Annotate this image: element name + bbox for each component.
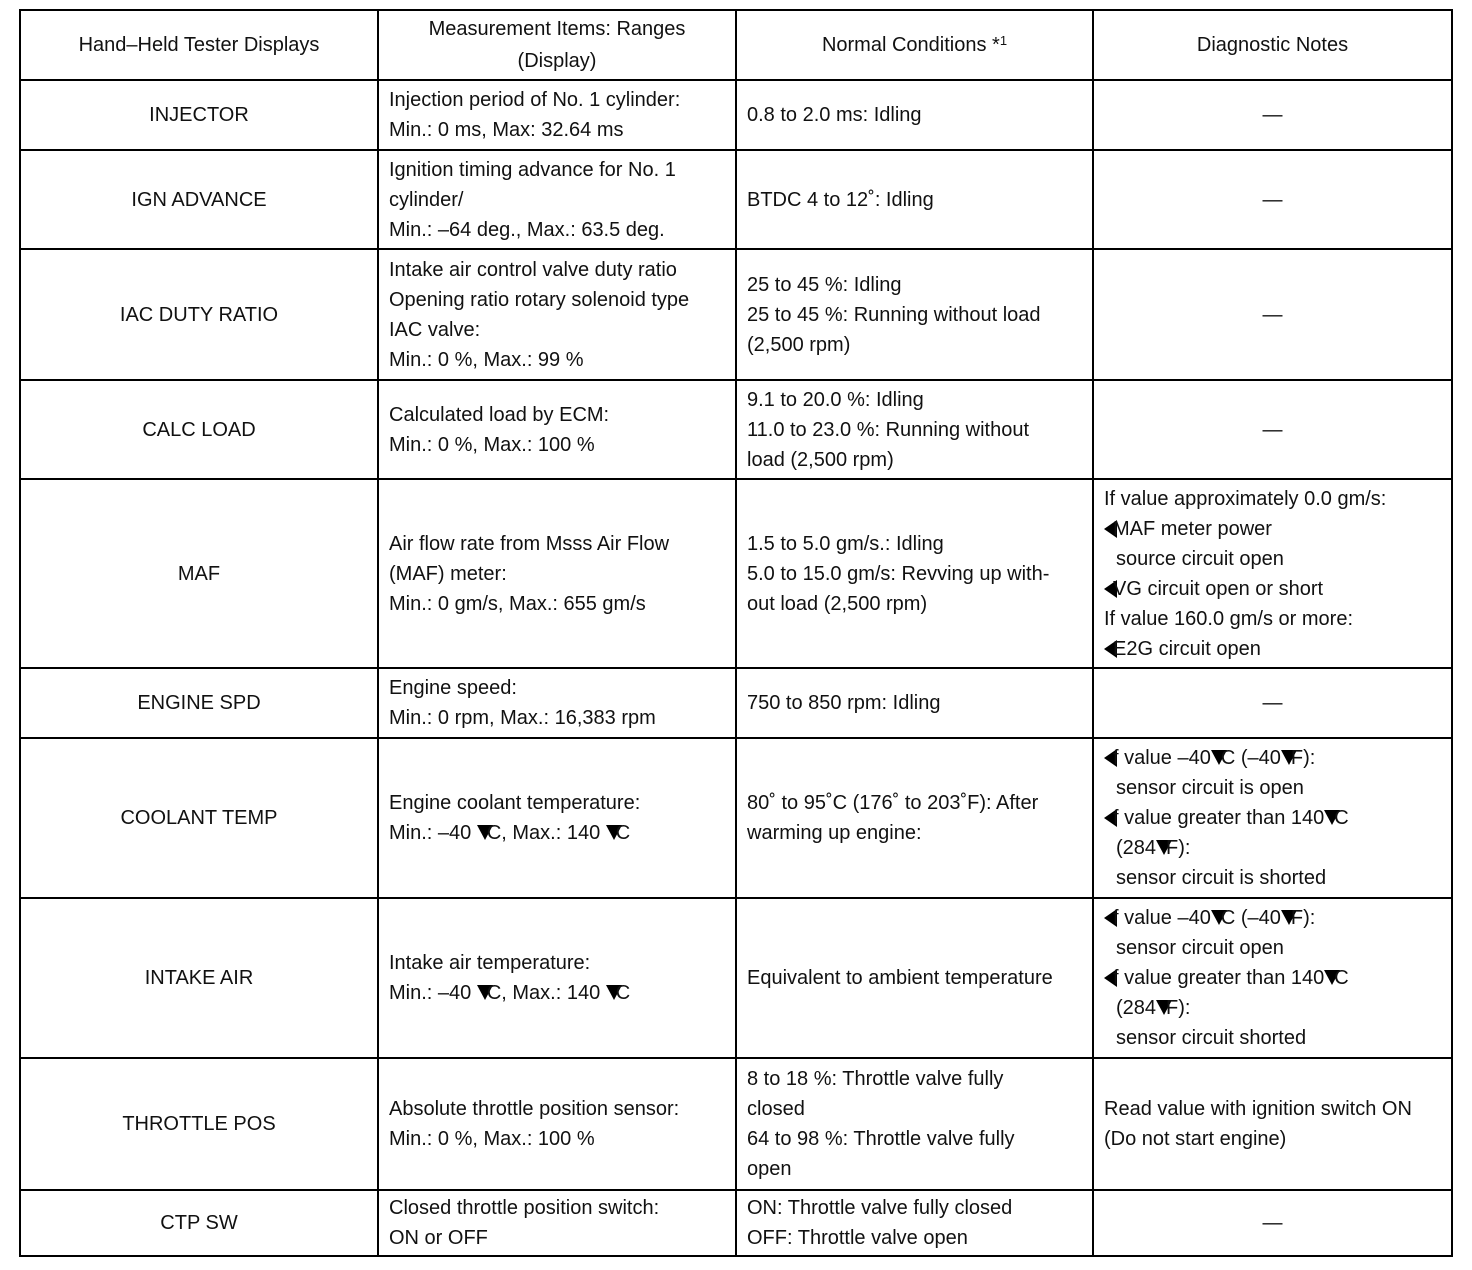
tester-display-cell: THROTTLE POS bbox=[20, 1058, 378, 1190]
normal-condition-line: 80˚ to 95˚C (176˚ to 203˚F): After bbox=[747, 792, 1039, 814]
measurement-text: Min.: –40 bbox=[389, 982, 477, 1004]
diagnostic-note-cell bbox=[1093, 1058, 1452, 1190]
normal-condition-line: closed bbox=[747, 1098, 805, 1120]
diagnostic-note-cell: — bbox=[1093, 80, 1452, 150]
measurement-line: Injection period of No. 1 cylinder: bbox=[389, 89, 681, 111]
measurement-line: Engine speed: bbox=[389, 677, 517, 699]
measurement-line: ON or OFF bbox=[389, 1227, 488, 1249]
header-measurement-items bbox=[378, 10, 736, 80]
normal-condition-line: ON: Throttle valve fully closed bbox=[747, 1197, 1013, 1219]
normal-condition-line: Equivalent to ambient temperature bbox=[747, 967, 1053, 989]
footnote-marker: 1 bbox=[999, 33, 1008, 48]
table-row bbox=[20, 80, 1452, 150]
normal-condition-line: load (2,500 rpm) bbox=[747, 448, 894, 471]
normal-condition-line: 5.0 to 15.0 gm/s: Revving up with- bbox=[747, 562, 1050, 585]
measurement-line: Min.: 0 gm/s, Max.: 655 gm/s bbox=[389, 592, 646, 615]
measurement-text: Min.: –40 bbox=[389, 822, 477, 844]
normal-condition-cell bbox=[736, 1058, 1093, 1190]
normal-condition-line: 25 to 45 %: Running without load bbox=[747, 303, 1041, 326]
table-row bbox=[20, 479, 1452, 668]
measurement-line: Min.: 0 %, Max.: 99 % bbox=[389, 348, 584, 371]
note-text: MAF meter power bbox=[1113, 517, 1272, 540]
note-line: sensor circuit is shorted bbox=[1116, 867, 1327, 889]
measurement-cell bbox=[378, 1190, 736, 1256]
note-text: f value greater than 140 bbox=[1113, 807, 1325, 829]
note-line bbox=[1104, 833, 1441, 863]
normal-condition-cell bbox=[736, 80, 1093, 150]
normal-condition-cell bbox=[736, 479, 1093, 668]
tester-display-cell: MAF bbox=[20, 479, 378, 668]
tester-display-cell: INJECTOR bbox=[20, 80, 378, 150]
measurement-line: Min.: 0 %, Max.: 100 % bbox=[389, 1128, 595, 1150]
measurement-cell bbox=[378, 1058, 736, 1190]
normal-condition-line: OFF: Throttle valve open bbox=[747, 1227, 968, 1249]
header-tester-displays: Hand–Held Tester Displays bbox=[20, 10, 378, 80]
normal-condition-cell bbox=[736, 898, 1093, 1058]
note-text: C (–40 bbox=[1220, 907, 1281, 929]
note-line bbox=[1104, 634, 1441, 664]
measurement-line: Air flow rate from Msss Air Flow bbox=[389, 532, 670, 555]
measurement-line: Closed throttle position switch: bbox=[389, 1197, 660, 1219]
note-text: VG circuit open or short bbox=[1113, 577, 1324, 600]
measurement-cell bbox=[378, 150, 736, 249]
table-row bbox=[20, 249, 1452, 380]
normal-condition-cell bbox=[736, 668, 1093, 738]
measurement-cell bbox=[378, 249, 736, 380]
table-row bbox=[20, 380, 1452, 479]
note-text: F): bbox=[1166, 837, 1191, 859]
normal-condition-cell bbox=[736, 1190, 1093, 1256]
normal-condition-cell bbox=[736, 150, 1093, 249]
normal-condition-line: warming up engine: bbox=[747, 822, 922, 844]
table-row bbox=[20, 150, 1452, 249]
tester-display-cell: IAC DUTY RATIO bbox=[20, 249, 378, 380]
diagnostic-note-cell: — bbox=[1093, 380, 1452, 479]
table-row bbox=[20, 1058, 1452, 1190]
header-measurement-line1: Measurement Items: Ranges bbox=[428, 18, 686, 40]
note-line: sensor circuit is open bbox=[1116, 777, 1304, 799]
table-row bbox=[20, 1190, 1452, 1256]
normal-condition-line: (2,500 rpm) bbox=[747, 333, 851, 356]
note-text: F): bbox=[1290, 747, 1316, 769]
tester-display-cell: IGN ADVANCE bbox=[20, 150, 378, 249]
table-row bbox=[20, 668, 1452, 738]
measurement-line: cylinder/ bbox=[389, 188, 464, 211]
normal-condition-cell bbox=[736, 249, 1093, 380]
diagnostic-note-cell bbox=[1093, 738, 1452, 898]
note-text: (284 bbox=[1116, 997, 1157, 1019]
measurement-line bbox=[389, 818, 725, 848]
note-text: E2G circuit open bbox=[1113, 637, 1261, 660]
tester-display-cell: INTAKE AIR bbox=[20, 898, 378, 1058]
normal-condition-line: open bbox=[747, 1158, 792, 1180]
note-line: If value approximately 0.0 gm/s: bbox=[1104, 487, 1387, 510]
header-measurement-line2: (Display) bbox=[517, 50, 597, 72]
measurement-line: Engine coolant temperature: bbox=[389, 792, 641, 814]
note-line: Read value with ignition switch ON bbox=[1104, 1098, 1412, 1120]
measurement-line: Ignition timing advance for No. 1 bbox=[389, 158, 676, 181]
tester-display-cell: ENGINE SPD bbox=[20, 668, 378, 738]
header-normal-conditions bbox=[736, 10, 1093, 80]
normal-condition-cell bbox=[736, 380, 1093, 479]
note-text: F): bbox=[1166, 997, 1191, 1019]
measurement-line: (MAF) meter: bbox=[389, 562, 507, 585]
diagnostic-data-table bbox=[19, 9, 1453, 1257]
normal-condition-line: 64 to 98 %: Throttle valve fully bbox=[747, 1128, 1015, 1150]
normal-condition-line: 0.8 to 2.0 ms: Idling bbox=[747, 104, 922, 126]
normal-condition-line: 750 to 850 rpm: Idling bbox=[747, 692, 941, 714]
normal-condition-line: 9.1 to 20.0 %: Idling bbox=[747, 388, 924, 411]
measurement-line bbox=[389, 978, 725, 1008]
measurement-line: Min.: –64 deg., Max.: 63.5 deg. bbox=[389, 218, 665, 241]
note-line bbox=[1104, 963, 1441, 993]
table-row bbox=[20, 738, 1452, 898]
note-text: C bbox=[1334, 967, 1349, 989]
measurement-line: Absolute throttle position sensor: bbox=[389, 1098, 680, 1120]
normal-condition-line: 8 to 18 %: Throttle valve fully bbox=[747, 1068, 1004, 1090]
note-text: f value greater than 140 bbox=[1113, 967, 1325, 989]
tester-display-cell: CALC LOAD bbox=[20, 380, 378, 479]
measurement-cell bbox=[378, 380, 736, 479]
diagnostic-note-cell: — bbox=[1093, 1190, 1452, 1256]
normal-condition-line: 25 to 45 %: Idling bbox=[747, 273, 902, 296]
measurement-cell bbox=[378, 80, 736, 150]
normal-condition-line: out load (2,500 rpm) bbox=[747, 592, 928, 615]
measurement-line: Min.: 0 rpm, Max.: 16,383 rpm bbox=[389, 707, 656, 729]
table-row bbox=[20, 898, 1452, 1058]
diagnostic-note-cell: — bbox=[1093, 249, 1452, 380]
note-text: C (–40 bbox=[1220, 747, 1281, 769]
normal-condition-line: 11.0 to 23.0 %: Running without bbox=[747, 418, 1030, 441]
header-normal-conditions-label: Normal Conditions * bbox=[821, 34, 1000, 56]
note-line bbox=[1104, 993, 1441, 1023]
note-line: source circuit open bbox=[1116, 547, 1284, 570]
measurement-text: C, Max.: 140 bbox=[486, 822, 606, 844]
measurement-cell bbox=[378, 479, 736, 668]
note-line bbox=[1104, 574, 1441, 604]
note-text: C bbox=[1334, 807, 1349, 829]
note-text: (284 bbox=[1116, 837, 1157, 859]
header-diagnostic-notes: Diagnostic Notes bbox=[1093, 10, 1452, 80]
tester-display-cell: COOLANT TEMP bbox=[20, 738, 378, 898]
diagnostic-note-cell: — bbox=[1093, 668, 1452, 738]
measurement-line: Min.: 0 %, Max.: 100 % bbox=[389, 433, 595, 456]
measurement-cell bbox=[378, 668, 736, 738]
note-line bbox=[1104, 514, 1441, 544]
measurement-line: Intake air temperature: bbox=[389, 952, 591, 974]
tester-display-cell: CTP SW bbox=[20, 1190, 378, 1256]
note-line: sensor circuit shorted bbox=[1116, 1027, 1307, 1049]
normal-condition-line: BTDC 4 to 12˚: Idling bbox=[747, 188, 934, 211]
measurement-cell bbox=[378, 898, 736, 1058]
note-text: f value –40 bbox=[1113, 747, 1211, 769]
diagnostic-note-cell bbox=[1093, 479, 1452, 668]
measurement-text: C bbox=[615, 822, 631, 844]
note-line: sensor circuit open bbox=[1116, 937, 1284, 959]
measurement-cell bbox=[378, 738, 736, 898]
diagnostic-note-cell: — bbox=[1093, 150, 1452, 249]
header-row bbox=[20, 10, 1452, 80]
measurement-line: Min.: 0 ms, Max: 32.64 ms bbox=[389, 119, 624, 141]
normal-condition-line: 1.5 to 5.0 gm/s.: Idling bbox=[747, 532, 944, 555]
note-text: F): bbox=[1290, 907, 1316, 929]
note-line: If value 160.0 gm/s or more: bbox=[1104, 607, 1354, 630]
note-line bbox=[1104, 903, 1441, 933]
measurement-line: IAC valve: bbox=[389, 318, 481, 341]
note-line bbox=[1104, 803, 1441, 833]
measurement-line: Intake air control valve duty ratio bbox=[389, 258, 677, 281]
measurement-text: C, Max.: 140 bbox=[486, 982, 606, 1004]
diagnostic-note-cell bbox=[1093, 898, 1452, 1058]
note-text: f value –40 bbox=[1113, 907, 1211, 929]
normal-condition-cell bbox=[736, 738, 1093, 898]
note-line bbox=[1104, 743, 1441, 773]
measurement-text: C bbox=[615, 982, 631, 1004]
measurement-line: Calculated load by ECM: bbox=[389, 403, 610, 426]
note-line: (Do not start engine) bbox=[1104, 1128, 1287, 1150]
measurement-line: Opening ratio rotary solenoid type bbox=[389, 288, 690, 311]
